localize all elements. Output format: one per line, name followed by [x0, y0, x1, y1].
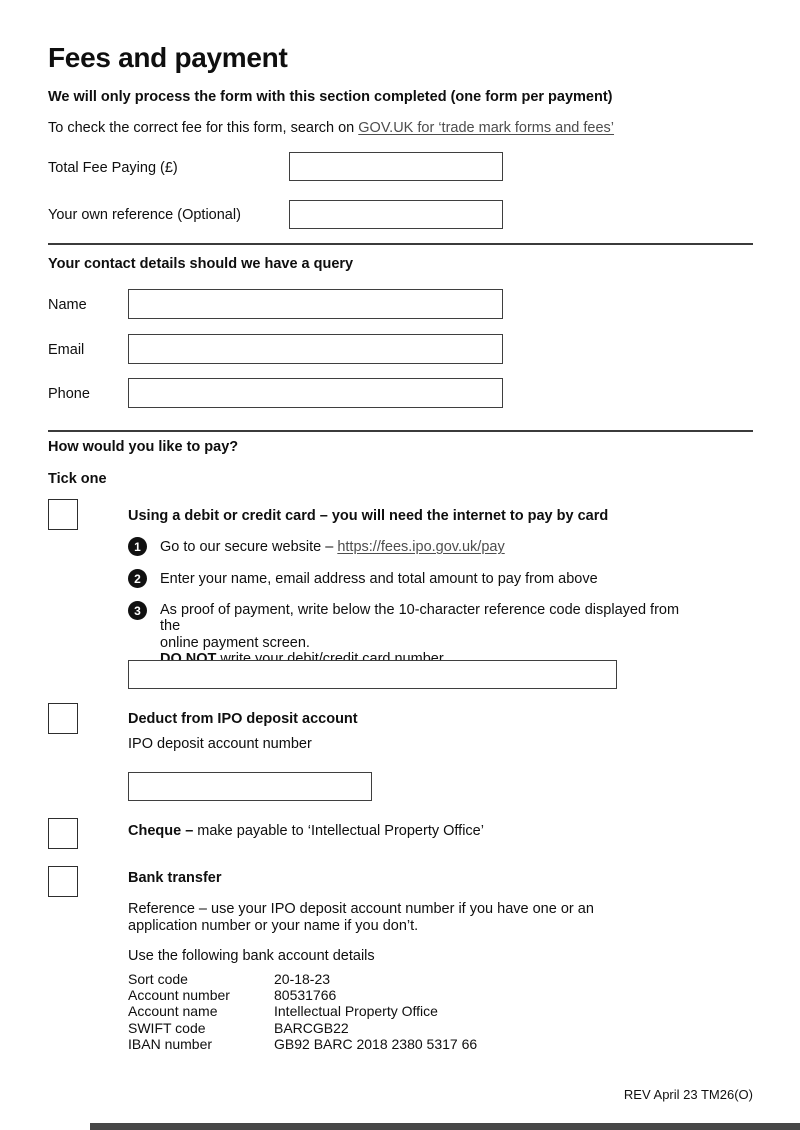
card-reference-input[interactable] [128, 660, 617, 689]
bank-details-table [128, 971, 477, 1052]
bank-row-iban [128, 1036, 477, 1052]
bank-note-line2: application number or your name if you don’t. [128, 917, 419, 934]
contact-heading: Your contact details should we have a query [48, 256, 354, 272]
step-2-text: Enter your name, email address and total amount to pay from above [160, 571, 598, 587]
cheque-bold: Cheque – [128, 823, 194, 839]
bank-value: GB92 BARC 2018 2380 5317 66 [274, 1035, 478, 1052]
step-3-badge: 3 [128, 601, 147, 620]
form-revision-label: REV April 23 TM26(O) [623, 1087, 753, 1102]
card-checkbox[interactable] [48, 499, 78, 530]
deposit-checkbox[interactable] [48, 703, 78, 734]
divider [48, 430, 753, 432]
cheque-checkbox[interactable] [48, 818, 78, 849]
bank-label: IBAN number [128, 1035, 213, 1052]
step-1-prefix: Go to our secure website – [160, 539, 338, 555]
deposit-number-label: IPO deposit account number [128, 736, 312, 752]
payment-heading: How would you like to pay? [48, 439, 239, 455]
step-3-text [160, 602, 700, 668]
bank-value: BARCGB22 [274, 1019, 349, 1036]
intro-bold-note: We will only process the form with this section completed (one form per payment) [48, 89, 613, 105]
bank-details-intro: Use the following bank account details [128, 948, 375, 964]
total-fee-label: Total Fee Paying (£) [48, 160, 178, 176]
bank-label: Account name [128, 1003, 218, 1020]
email-input[interactable] [128, 334, 503, 364]
divider [48, 243, 753, 245]
deposit-option-title: Deduct from IPO deposit account [128, 711, 358, 727]
name-input[interactable] [128, 289, 503, 319]
bank-value: 20-18-23 [274, 971, 331, 987]
step-2-badge: 2 [128, 569, 147, 588]
bank-label: Account number [128, 987, 230, 1004]
phone-input[interactable] [128, 378, 503, 408]
page-bottom-edge [90, 1123, 800, 1130]
intro-line [48, 120, 614, 136]
bank-reference-note [128, 901, 594, 934]
page-title: Fees and payment [48, 42, 288, 73]
intro-text: To check the correct fee for this form, search on [48, 120, 359, 136]
bank-value: Intellectual Property Office [274, 1003, 438, 1020]
name-label: Name [48, 297, 87, 313]
cheque-text: make payable to ‘Intellectual Property Office’ [193, 823, 484, 839]
bank-transfer-title: Bank transfer [128, 870, 222, 886]
fees-payment-url-link[interactable]: https://fees.ipo.gov.uk/pay [337, 539, 505, 555]
gov-uk-fees-link[interactable]: GOV.UK for ‘trade mark forms and fees’ [358, 120, 615, 136]
cheque-option-title [128, 823, 484, 839]
bank-row-sort-code [128, 971, 477, 987]
step-1-badge: 1 [128, 537, 147, 556]
phone-label: Phone [48, 386, 90, 402]
bank-row-account-name [128, 1003, 477, 1019]
tick-one-label: Tick one [48, 471, 107, 487]
bank-transfer-checkbox[interactable] [48, 866, 78, 897]
own-reference-label: Your own reference (Optional) [48, 207, 241, 223]
bank-row-swift-code [128, 1020, 477, 1036]
total-fee-input[interactable] [289, 152, 503, 181]
step-3-line2: online payment screen. [160, 634, 310, 651]
card-option-title: Using a debit or credit card – you will need the internet to pay by card [128, 508, 609, 524]
email-label: Email [48, 342, 85, 358]
own-reference-input[interactable] [289, 200, 503, 229]
bank-value: 80531766 [274, 987, 337, 1004]
bank-row-account-number [128, 987, 477, 1003]
bank-note-line1: Reference – use your IPO deposit account number if you have one or an [128, 901, 594, 917]
bank-label: Sort code [128, 971, 188, 987]
step-3-line1: As proof of payment, write below the 10-character reference code displayed from the [160, 602, 680, 635]
bank-label: SWIFT code [128, 1019, 206, 1036]
step-1-text [160, 539, 505, 555]
deposit-number-input[interactable] [128, 772, 372, 801]
